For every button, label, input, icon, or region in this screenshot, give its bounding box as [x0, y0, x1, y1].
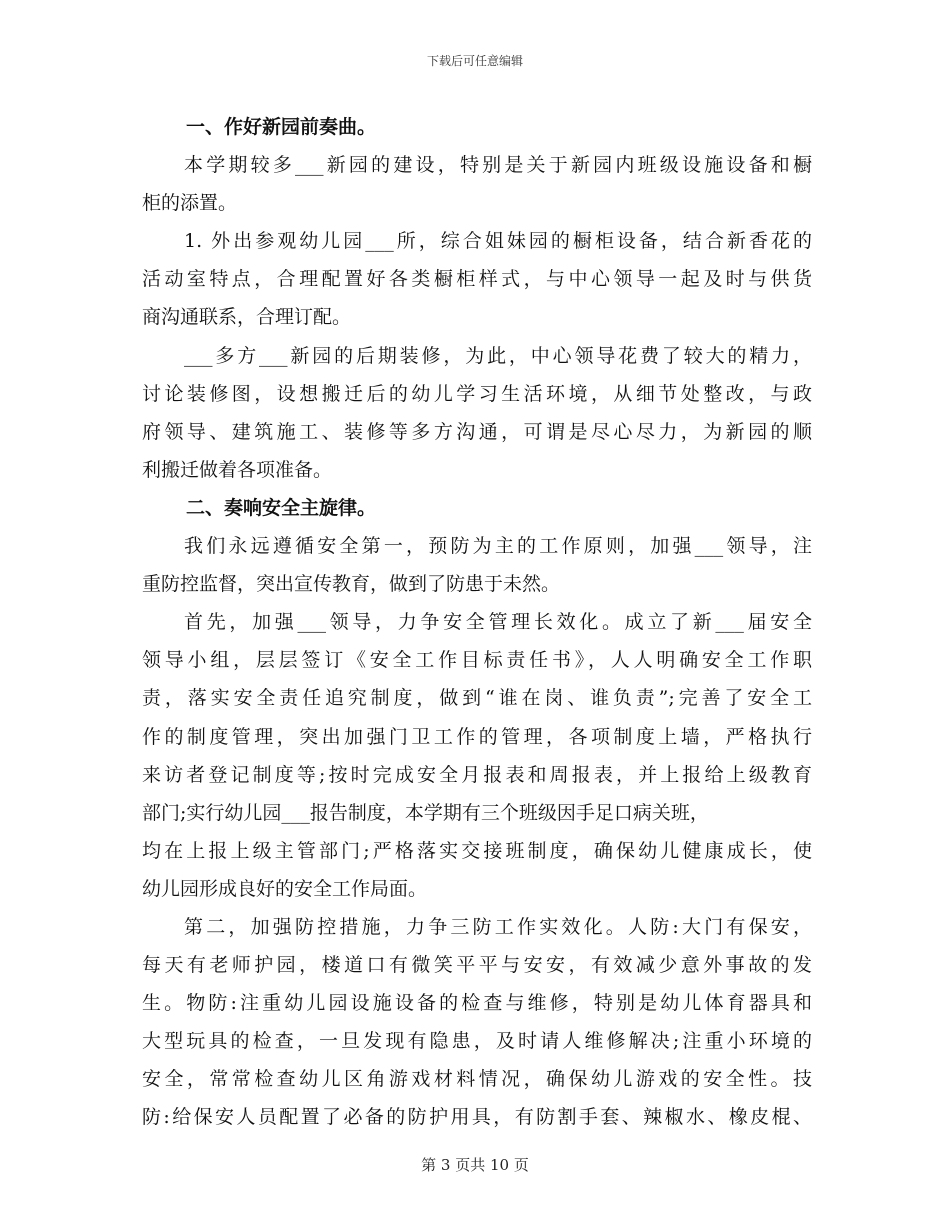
paragraph-line: 讨论装修图，设想搬迁后的幼儿学习生活环境，从细节处整改，与政	[142, 382, 812, 405]
paragraph-line: 商沟通联系，合理订配。	[142, 306, 352, 329]
paragraph-line: 均在上报上级主管部门;严格落实交接班制度，确保幼儿健康成长，使	[142, 839, 812, 862]
paragraph-line: 1. 外出参观幼儿园___所，综合姐妹园的橱柜设备，结合新香花的	[184, 230, 812, 253]
paragraph-line: 安全，常常检查幼儿区角游戏材料情况，确保幼儿游戏的安全性。技	[142, 1068, 812, 1091]
page-number: 第 3 页共 10 页	[421, 1156, 529, 1174]
section-heading: 二、奏响安全主旋律。	[186, 496, 377, 519]
paragraph-line: 第二，加强防控措施，力争三防工作实效化。人防:大门有保安，	[184, 915, 812, 938]
paragraph-line: 领导小组，层层签订《安全工作目标责任书》，人人明确安全工作职	[142, 649, 812, 672]
paragraph-line: 部门;实行幼儿园___报告制度，本学期有三个班级因手足口病关班，	[142, 801, 709, 824]
paragraph-line: 幼儿园形成良好的安全工作局面。	[142, 877, 428, 900]
paragraph-line: 活动室特点，合理配置好各类橱柜样式，与中心领导一起及时与供货	[142, 268, 812, 291]
paragraph-line: 防:给保安人员配置了必备的防护用具，有防割手套、辣椒水、橡皮棍、	[142, 1106, 812, 1129]
paragraph-line: 每天有老师护园，楼道口有微笑平平与安安，有效减少意外事故的发	[142, 954, 812, 977]
paragraph-line: 首先，加强___领导，力争安全管理长效化。成立了新___届安全	[184, 611, 812, 634]
paragraph-line: ___多方___新园的后期装修，为此，中心领导花费了较大的精力，	[184, 344, 812, 367]
page-header-note: 下载后可任意编辑	[426, 54, 523, 68]
paragraph-line: 来访者登记制度等;按时完成安全月报表和周报表，并上报给上级教育	[142, 763, 812, 786]
document-body	[142, 108, 812, 1137]
paragraph-line: 大型玩具的检查，一旦发现有隐患，及时请人维修解决;注重小环境的	[142, 1030, 812, 1053]
paragraph-line: 府领导、建筑施工、装修等多方沟通，可谓是尽心尽力，为新园的顺	[142, 420, 812, 443]
paragraph-line: 柜的添置。	[142, 192, 238, 215]
paragraph-line: 本学期较多___新园的建设，特别是关于新园内班级设施设备和橱	[184, 154, 812, 177]
paragraph-line: 生。物防:注重幼儿园设施设备的检查与维修，特别是幼儿体育器具和	[142, 992, 812, 1015]
paragraph-line: 利搬迁做着各项准备。	[142, 458, 333, 481]
paragraph-line: 重防控监督，突出宣传教育，做到了防患于未然。	[142, 573, 561, 596]
paragraph-line: 作的制度管理，突出加强门卫工作的管理，各项制度上墙，严格执行	[142, 725, 812, 748]
paragraph-line: 我们永远遵循安全第一，预防为主的工作原则，加强___领导，注	[184, 535, 812, 558]
section-heading: 一、作好新园前奏曲。	[186, 116, 377, 138]
paragraph-line: 责，落实安全责任追究制度，做到“谁在岗、谁负责”;完善了安全工	[142, 687, 812, 710]
